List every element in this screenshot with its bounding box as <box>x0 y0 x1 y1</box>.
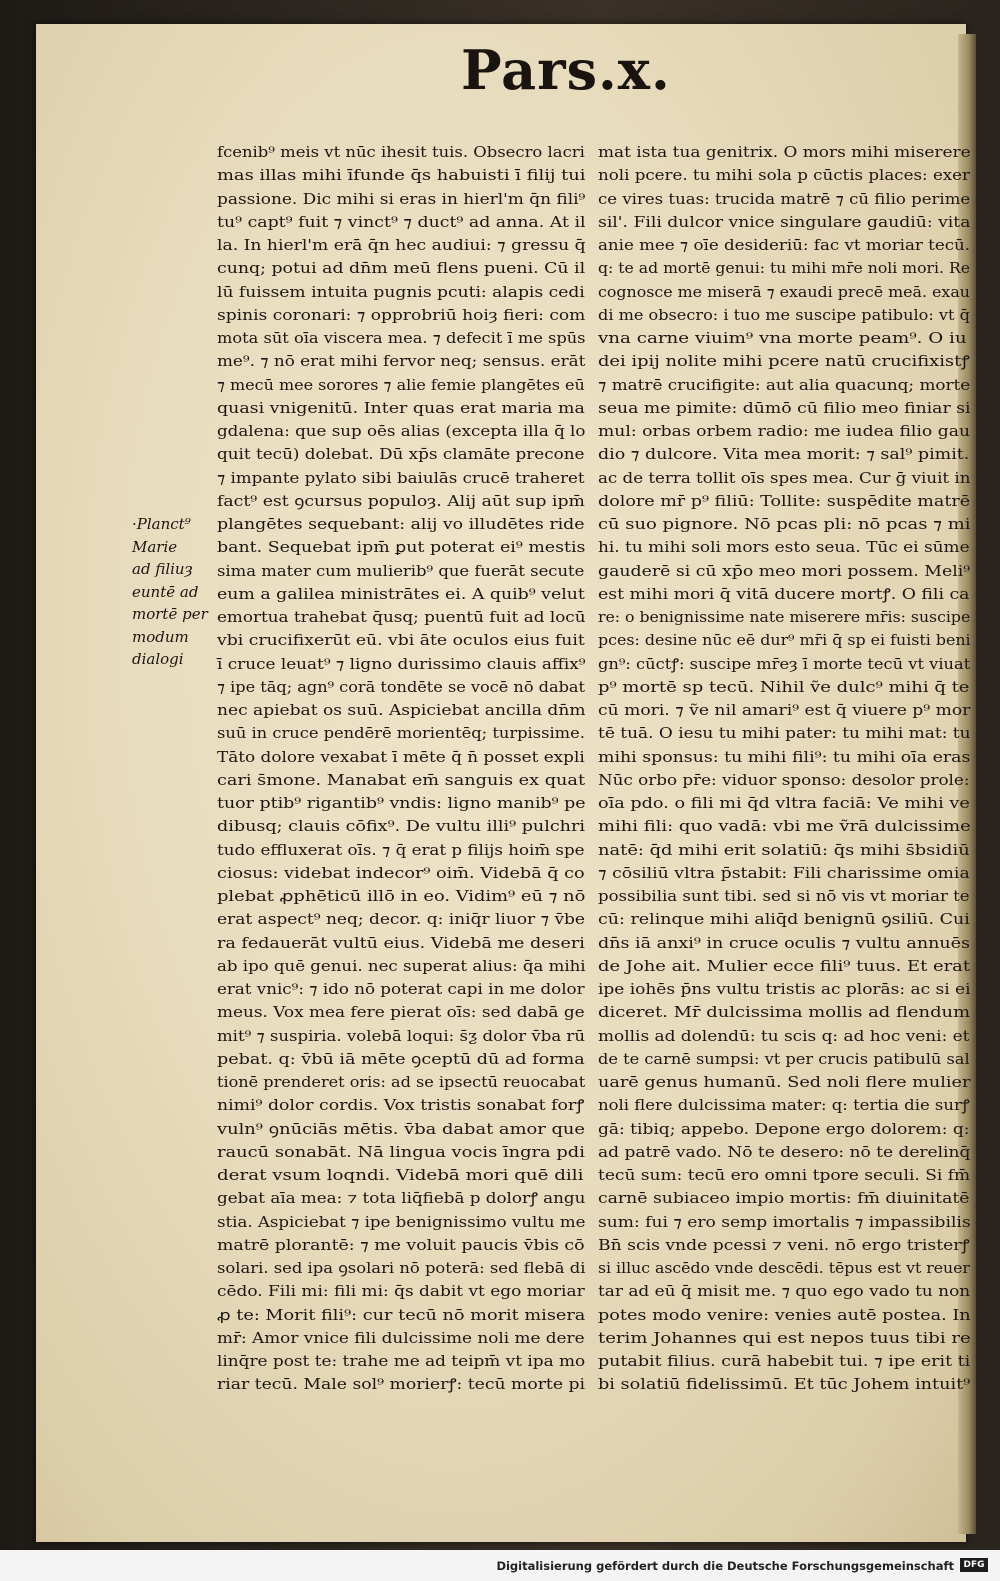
text-line: di me obsecro: i tuo me suscipe patibulo: vt q̄ <box>598 306 970 324</box>
text-line: cēdo. Fili mi: fili mi: q̄s dabit vt ego moriar <box>217 1283 585 1301</box>
text-line: vbi crucifixerūt eū. vbi āte oculos eius fuit <box>217 632 585 650</box>
text-line: est mihi mori q̄ vitā ducere mortꝭ. O fili ca <box>598 585 970 603</box>
text-line: passione. Dic mihi si eras in hierl'm q̄n fili⁹ <box>217 190 586 208</box>
text-line: tecū sum: tecū ero omni tpore seculi. Si fm̄ <box>598 1167 971 1184</box>
text-line: dn̄s iā anxi⁹ in cruce oculis ⁊ vultu annuēs <box>598 934 971 952</box>
text-line: natē: q̄d mihi erit solatiū: q̄s mihi s̄bsidiū <box>598 841 970 859</box>
text-line: noli flere dulcissima mater: q: tertia die surꝭ <box>598 1097 970 1115</box>
text-line: derat vsum loqndi. Videbā mori quē dili <box>217 1167 584 1184</box>
text-line: tuor ptib⁹ rigantib⁹ vndis: ligno manib⁹ pe <box>217 795 586 812</box>
text-line: si illuc ascēdo vnde descēdi. tēpus est vt reuer <box>598 1260 970 1277</box>
text-line: ac de terra tollit oīs spes mea. Cur ḡ viuit in <box>598 469 971 487</box>
text-line: riar tecū. Male sol⁹ morierꝭ: tecū morte pi <box>217 1376 586 1394</box>
text-line: erat vnic⁹: ⁊ ido nō poterat capi in me dolor <box>217 981 585 998</box>
text-line: mihi sponsus: tu mihi fili⁹: tu mihi oīa eras <box>598 748 971 766</box>
text-line: dibusq; clauis cōfix⁹. De vultu illi⁹ pulchri <box>217 818 586 836</box>
gloss-line: ad filiuȝ <box>132 560 193 578</box>
book-page <box>36 24 971 1542</box>
text-line: matrē plorantē: ⁊ me voluit paucis v̄bis cō <box>217 1236 585 1254</box>
text-line: erat aspect⁹ neq; decor. q: iniq̄r liuor ⁊ v̄be <box>217 911 585 929</box>
text-line: mota sūt oīa viscera mea. ⁊ defecit ī me spūs <box>217 330 586 347</box>
text-line: terim Johannes qui est nepos tuus tibi re <box>598 1329 971 1347</box>
text-line: ⁊ ipe tāq; agn⁹ corā tondēte se vocē nō dabat <box>217 678 586 696</box>
text-line: mul: orbas orbem radio: me iudea filio gau <box>598 423 971 440</box>
text-line: noli pcere. tu mihi sola p cūctis places: exer <box>598 167 971 185</box>
text-line: la. In hierl'm erā q̄n hec audiui: ⁊ gressu q̄ <box>217 237 586 254</box>
text-line: Tāto dolore vexabat ī mēte q̄ n̄ posset expli <box>217 748 585 766</box>
gloss-line: Marie <box>132 537 178 556</box>
text-line: tē tuā. O iesu tu mihi pater: tu mihi mat: tu <box>598 725 971 743</box>
text-line: cognosce me miserā ⁊ exaudi precē meā. exau <box>598 283 970 301</box>
text-line: Bn̄ scis vnde pcessi ⁊ veni. nō ergo tristerꝭ <box>598 1236 970 1254</box>
text-line: tudo effluxerat oīs. ⁊ q̄ erat p filijs hoim̄ spe <box>217 841 585 859</box>
funding-credit: Digitalisierung gefördert durch die Deutsche Forschungsgemeinschaft <box>496 1559 954 1573</box>
text-line: me⁹. ⁊ nō erat mihi fervor neq; sensus. erāt <box>217 353 586 371</box>
text-line: ⁊ impante pylato sibi baiulās crucē traheret <box>217 469 585 487</box>
text-line: mihi fili: quo vadā: vbi me ṽrā dulcissime <box>598 818 971 836</box>
text-line: vna carne viuim⁹ vna morte peam⁹. O iu <box>598 330 967 347</box>
text-line: nec apiebat os suū. Aspiciebat ancilla dn̄m <box>217 702 586 719</box>
text-line: diceret. Mr̄ dulcissima mollis ad flendum <box>598 1004 971 1022</box>
text-line: carnē subiaceo impio mortis: fm̄ diuinitatē <box>598 1190 970 1208</box>
text-line: tionē prenderet oris: ad se ipsectū reuocabat <box>217 1074 586 1091</box>
text-line: sum: fui ⁊ ero semp imortalis ⁊ impassibilis <box>598 1213 971 1231</box>
text-line: quit tecū) dolebat. Dū xp̄s clamāte precone <box>217 446 585 464</box>
text-line: pebat. q: v̄bū iā mēte ꝯceptū dū ad forma <box>217 1050 585 1068</box>
text-line: oīa pdo. o fili mi q̄d vltra faciā: Ve mihi ve <box>598 795 970 812</box>
text-line: quasi vnigenitū. Inter quas erat maria ma <box>217 399 585 417</box>
text-line: cari s̄mone. Manabat em̄ sanguis ex quat <box>217 771 586 789</box>
text-line: mit⁹ ⁊ suspiria. volebā loqui: s̄ƺ dolor v̄ba rū <box>217 1027 585 1045</box>
text-line: cū suo pignore. Nō pcas pli: nō pcas ⁊ mi <box>598 516 971 533</box>
text-line: tu⁹ capt⁹ fuit ⁊ vinct⁹ ⁊ duct⁹ ad anna. At il <box>217 213 586 231</box>
text-line: ⁊ mecū mee sorores ⁊ alie femie plangētes eū <box>217 376 585 394</box>
text-line: spinis coronari: ⁊ opprobriū hoiȝ fieri: com <box>217 306 586 324</box>
text-line: mr̄: Amor vnice fili dulcissime noli me dere <box>217 1329 585 1347</box>
text-line: de te carnē sumpsi: vt per crucis patibulū sal <box>598 1050 970 1068</box>
text-line: cū mori. ⁊ ṽe nil amari⁹ est q̄ viuere p⁹ mor <box>598 702 971 719</box>
text-line: anie mee ⁊ oīe desideriū: fac vt moriar tecū. <box>598 237 971 254</box>
text-line: gn⁹: cūctꝭ: suscipe mr̄eȝ ī morte tecū vt viuat <box>598 655 971 673</box>
text-line: eum a galilea ministrātes ei. A quib⁹ velut <box>217 585 585 603</box>
text-line: gdalena: que sup oēs alias (excepta illa q̄ lo <box>217 423 586 440</box>
gloss-line: euntē ad <box>132 582 199 601</box>
text-line: meus. Vox mea fere pierat oīs: sed dabā ge <box>217 1004 585 1022</box>
text-line: potes modo venire: venies autē postea. In <box>598 1306 971 1324</box>
text-line: q: te ad mortē genui: tu mihi mr̄e noli mori. Re <box>598 260 970 278</box>
text-line: fact⁹ est ꝯcursus populoȝ. Alij aūt sup ipm̄ <box>217 492 585 510</box>
text-line: linq̄re post te: trahe me ad teipm̄ vt ipa mo <box>217 1353 586 1370</box>
text-line: hi. tu mihi soli mors esto seua. Tūc ei sūme <box>598 539 970 557</box>
text-line: tar ad eū q̄ misit me. ⁊ quo ego vado tu non <box>598 1283 971 1301</box>
footer-bar <box>0 1550 1000 1581</box>
text-line: ce vires tuas: trucida matrē ⁊ cū filio perime <box>598 190 971 208</box>
text-line: dolore mr̄ p⁹ filiū: Tollite: suspēdite matrē <box>598 492 971 510</box>
gloss-line: ·Planct⁹ <box>132 515 191 533</box>
text-line: mollis ad dolendū: tu scis q: ad hoc veni: et <box>598 1027 970 1045</box>
text-line: putabit filius. curā habebit tui. ⁊ ipe erit ti <box>598 1353 971 1370</box>
text-line: gebat aīa mea: ⁊ tota liq̄fiebā p dolorꝭ angu <box>217 1190 586 1208</box>
text-line: bant. Sequebat ipm̄ ꝑut poterat ei⁹ mestis <box>217 539 586 557</box>
text-line: stia. Aspiciebat ⁊ ipe benignissimo vultu me <box>217 1213 586 1231</box>
text-line: ad patrē vado. Nō te desero: nō te derelinq̄ <box>598 1143 971 1161</box>
text-line: seua me pimite: dūmō cū filio meo finiar si <box>598 399 971 417</box>
text-line: vuln⁹ ꝯnūciās mētis. v̄ba dabat amor que <box>217 1120 585 1138</box>
text-column-left <box>217 141 585 1397</box>
text-column-right <box>598 141 970 1397</box>
text-line: fcenib⁹ meis vt nūc ihesit tuis. Obsecro lacri <box>217 144 585 161</box>
text-line: emortua trahebat q̄usq; puentū fuit ad locū <box>217 609 586 626</box>
text-line: de Johe ait. Mulier ecce fili⁹ tuus. Et erat <box>598 957 971 975</box>
text-line: solari. sed ipa ꝯsolari nō poterā: sed flebā di <box>217 1260 586 1277</box>
text-line: suū in cruce pendērē morientēq; turpissime. <box>217 725 585 743</box>
text-line: nimi⁹ dolor cordis. Vox tristis sonabat forꝭ <box>217 1097 585 1115</box>
text-line: ⁊ matrē crucifigite: aut alia quacunq; morte <box>598 376 971 394</box>
text-line: cū: relinque mihi aliq̄d benignū ꝯsiliū. Cui <box>598 911 970 929</box>
text-line: sil'. Fili dulcor vnice singulare gaudiū: vita <box>598 213 971 231</box>
text-line: lū fuissem intuita pugnis pcuti: alapis cedi <box>217 283 585 301</box>
text-line: plebat ꝓphēticū illō in eo. Vidim⁹ eū ⁊ nō <box>217 888 586 905</box>
marginal-gloss <box>132 513 220 671</box>
running-head: Pars.x. <box>461 38 671 102</box>
text-line: ī cruce leuat⁹ ⁊ ligno durissimo clauis affix⁹ <box>217 655 586 673</box>
text-line: bi solatiū fidelissimū. Et tūc Johem intuit⁹ <box>598 1376 971 1394</box>
text-line: re: o benignissime nate miserere mr̄is: suscipe <box>598 609 971 626</box>
text-line: Nūc orbo pr̄e: viduor sponso: desolor prole: <box>598 771 970 789</box>
gloss-line: mortē per <box>132 605 208 623</box>
text-line: cunq; potui ad dn̄m meū flens pueni. Cū il <box>217 260 586 278</box>
text-line: mat ista tua genitrix. O mors mihi miserere <box>598 144 971 161</box>
text-line: dei ipij nolite mihi pcere natū crucifixistꝭ <box>598 353 970 371</box>
text-line: gā: tibiq; appebo. Depone ergo dolorem: q: <box>598 1120 970 1138</box>
dfg-logo: DFG <box>960 1558 988 1572</box>
text-line: dio ⁊ dulcore. Vita mea morit: ⁊ sal⁹ pimit. <box>598 446 970 464</box>
gloss-line: modum <box>132 627 189 646</box>
text-line: pces: desine nūc eē dur⁹ mr̄i q̄ sp ei fuisti beni <box>598 632 971 650</box>
text-line: uarē genus humanū. Sed noli flere mulier <box>598 1074 971 1091</box>
text-line: p⁹ mortē sp tecū. Nihil ṽe dulc⁹ mihi q̄ te <box>598 678 970 696</box>
text-line: ciosus: videbat indecor⁹ oim̄. Videbā q̄ co <box>217 864 585 882</box>
text-line: raucū sonabāt. Nā lingua vocis īngra pdi <box>217 1143 585 1161</box>
text-line: gauderē si cū xp̄o meo mori possem. Meli⁹ <box>598 562 971 580</box>
text-line: ipe iohēs p̄ns vultu tristis ac plorās: ac si ei <box>598 981 971 998</box>
text-line: sima mater cum mulierib⁹ que fuerāt secute <box>217 562 585 580</box>
text-line: plangētes sequebant: alij vo illudētes ride <box>217 516 585 533</box>
text-line: ra fedauerāt vultū eius. Videbā me deseri <box>217 934 585 952</box>
text-line: mas illas mihi īfunde q̄s habuisti ī filij tui <box>217 167 586 185</box>
text-line: ab ipo quē genui. nec superat alius: q̄a mihi <box>217 957 586 975</box>
text-line: ꝓ te: Morit fili⁹: cur tecū nō morit misera <box>217 1306 586 1324</box>
text-line: ⁊ cōsiliū vltra p̄stabit: Fili charissime omia <box>598 864 970 882</box>
gloss-line: dialogi <box>132 650 184 668</box>
text-line: possibilia sunt tibi. sed si nō vis vt moriar te <box>598 888 970 905</box>
